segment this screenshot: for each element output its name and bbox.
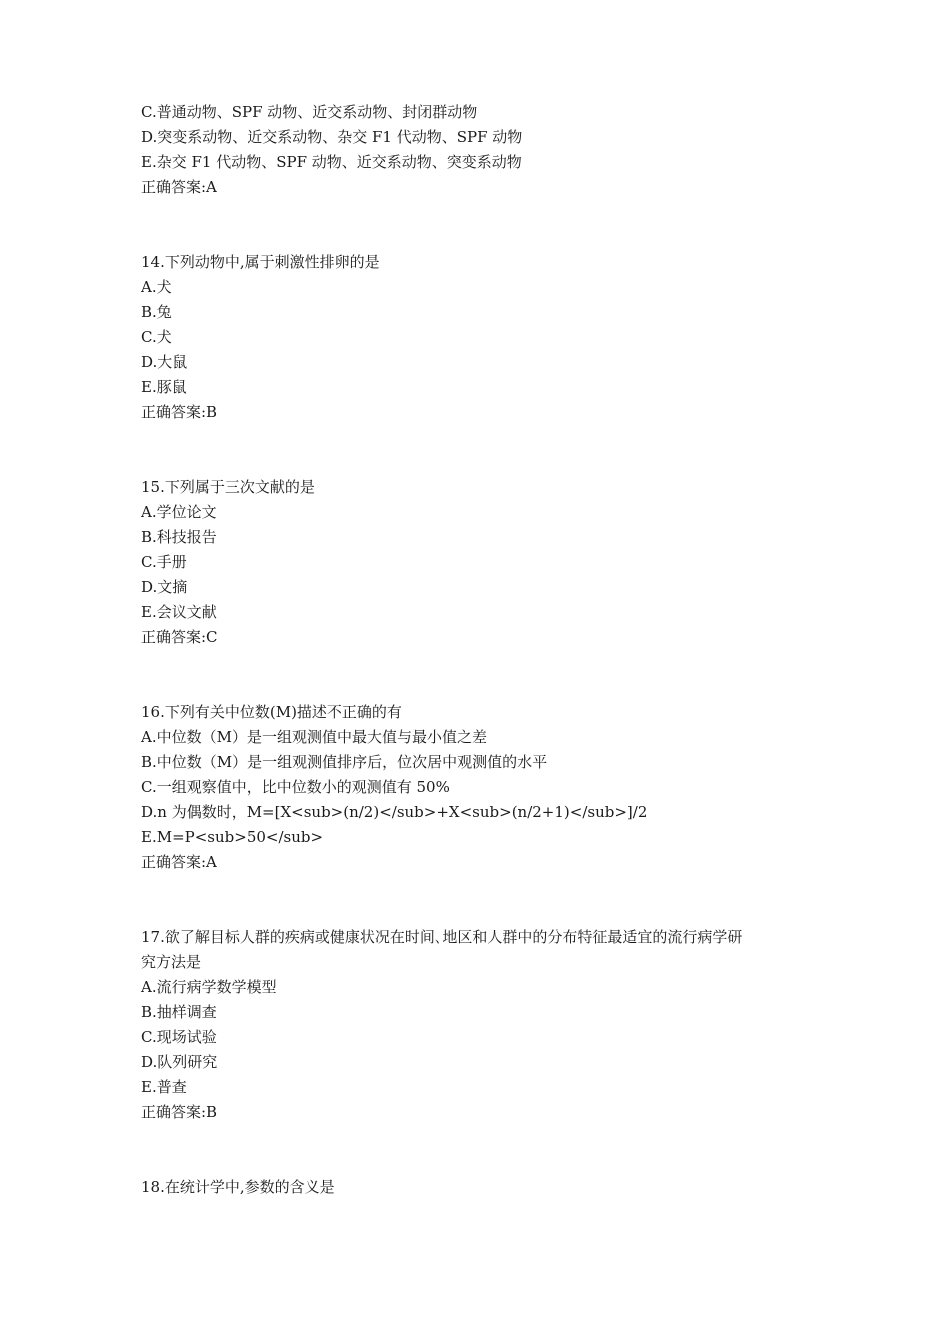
question-stem: 16.下列有关中位数(M)描述不正确的有 (141, 703, 402, 721)
option-a: A.犬 (141, 278, 172, 296)
option-e: E.普查 (141, 1078, 187, 1096)
option-d: D.突变系动物、近交系动物、杂交 F1 代动物、SPF 动物 (141, 128, 523, 146)
option-e: E.豚鼠 (141, 378, 187, 396)
option-c: C.犬 (141, 328, 172, 346)
option-c: C.现场试验 (141, 1028, 217, 1046)
spacer (141, 650, 831, 700)
option-a: A.学位论文 (141, 503, 217, 521)
question-stem: 14.下列动物中,属于刺激性排卵的是 (141, 253, 380, 271)
option-e: E.会议文献 (141, 603, 217, 621)
spacer (141, 200, 831, 250)
option-d: D.队列研究 (141, 1053, 218, 1071)
option-c: C.普通动物、SPF 动物、近交系动物、封闭群动物 (141, 103, 478, 121)
option-e: E.M=P<sub>50</sub> (141, 828, 324, 846)
question-13-tail (141, 100, 831, 200)
option-d: D.n 为偶数时，M=[X<sub>(n/2)</sub>+X<sub>(n/2+1)</sub>]/2 (141, 803, 648, 821)
option-c: C.手册 (141, 553, 187, 571)
option-e: E.杂交 F1 代动物、SPF 动物、近交系动物、突变系动物 (141, 153, 522, 171)
question-17 (141, 925, 831, 1125)
spacer (141, 1125, 831, 1175)
option-a: A.中位数（M）是一组观测值中最大值与最小值之差 (141, 728, 487, 746)
option-a: A.流行病学数学模型 (141, 978, 277, 996)
correct-answer: 正确答案:B (141, 403, 218, 421)
question-15 (141, 475, 831, 650)
question-14 (141, 250, 831, 425)
correct-answer: 正确答案:C (141, 628, 218, 646)
correct-answer: 正确答案:A (141, 178, 217, 196)
option-c: C.一组观察值中，比中位数小的观测值有 50% (141, 778, 450, 796)
correct-answer: 正确答案:B (141, 1103, 218, 1121)
option-b: B.兔 (141, 303, 172, 321)
question-stem-line-2: 究方法是 (141, 953, 202, 971)
spacer (141, 425, 831, 475)
option-b: B.科技报告 (141, 528, 217, 546)
option-d: D.文摘 (141, 578, 188, 596)
correct-answer: 正确答案:A (141, 853, 217, 871)
question-18 (141, 1175, 831, 1200)
option-b: B.抽样调查 (141, 1003, 217, 1021)
spacer (141, 875, 831, 925)
question-stem: 18.在统计学中,参数的含义是 (141, 1178, 335, 1196)
question-stem: 15.下列属于三次文献的是 (141, 478, 315, 496)
question-stem-line-1: 17.欲了解目标人群的疾病或健康状况在时间､地区和人群中的分布特征最适宜的流行病学研 (141, 928, 743, 946)
exam-content (141, 100, 831, 1200)
question-16 (141, 700, 831, 875)
option-d: D.大鼠 (141, 353, 188, 371)
option-b: B.中位数（M）是一组观测值排序后，位次居中观测值的水平 (141, 753, 548, 771)
